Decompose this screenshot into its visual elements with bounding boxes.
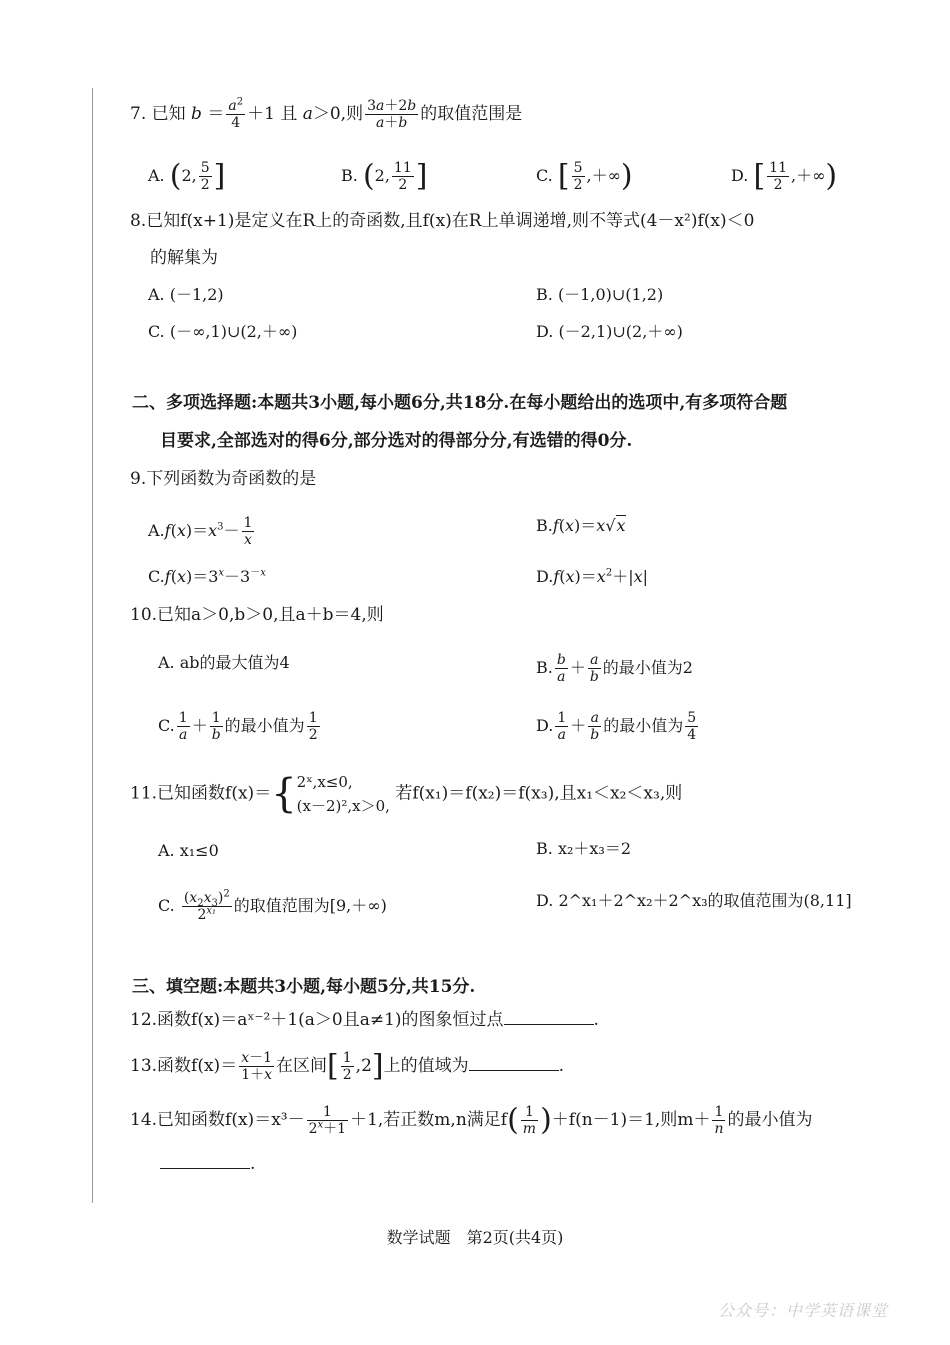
q7-option-a: A. (2, $\frac{5}{2}$ ]	[148, 158, 226, 194]
q11-option-b: B. x₂＋x₃＝2	[536, 839, 631, 858]
section-2-heading: 二、多项选择题:本题共3小题,每小题6分,共18分.在每小题给出的选项中,有多项符合题	[132, 393, 788, 413]
q12-answer-blank[interactable]	[504, 1008, 594, 1025]
q11-prefix: 已知函数f(x)＝	[157, 783, 272, 804]
q14-answer-line: .	[160, 1152, 255, 1175]
question-12: 12.函数f(x)＝aˣ⁻²＋1(a＞0且a≠1)的图象恒过点 .	[130, 1010, 599, 1030]
q10-option-d: D. $\frac{1}{a}$ ＋ $\frac{a}{b}$ 的最小值为 $\frac{5}{4}$	[536, 710, 697, 743]
q7-mid1: 且	[280, 104, 298, 124]
q9-option-a: $A.f(x)=x^3-$ $\frac{1}{x}$	[148, 515, 253, 548]
q11-case-1: 2ˣ,x≤0,	[296, 773, 353, 791]
q9-option-d: $D.f(x)=x^2+|x|$	[536, 567, 649, 586]
question-10: 10.已知a＞0,b＞0,且a＋b＝4,则	[130, 605, 384, 625]
q7-option-b: B. (2, $\frac{11}{2}$ ]	[341, 158, 428, 194]
q13-answer-blank[interactable]	[469, 1054, 559, 1071]
q8-option-d: D. (－2,1)∪(2,＋∞)	[536, 322, 683, 341]
question-13: 13.函数f(x)＝ $\frac{x-1}{1+x}$ 在区间[ $\frac{1}{2}$ ,2]上的值域为 .	[130, 1048, 565, 1084]
section-3-heading: 三、填空题:本题共3小题,每小题5分,共15分.	[132, 977, 476, 997]
q11-case-2: (x－2)²,x＞0,	[296, 797, 390, 815]
q14-answer-blank[interactable]	[160, 1152, 250, 1169]
q12-text: 函数f(x)＝aˣ⁻²＋1(a＞0且a≠1)的图象恒过点	[157, 1010, 504, 1030]
q11-option-d: D. 2^x₁＋2^x₂＋2^x₃的取值范围为(8,11]	[536, 891, 852, 910]
q8-line2: 的解集为	[150, 248, 218, 268]
q11-option-a: A. x₁≤0	[158, 841, 219, 860]
watermark: 公众号：中学英语课堂	[717, 1301, 888, 1320]
q7-number: 7.	[130, 104, 147, 124]
q7-prefix: 已知	[151, 104, 186, 124]
q8-line1: 已知f(x+1)是定义在R上的奇函数,且f(x)在R上单调递增,则不等式(4－x²)f(x)＜0	[146, 211, 755, 231]
section-2-heading-cont: 目要求,全部选对的得6分,部分选对的得部分分,有选错的得0分.	[160, 431, 633, 451]
q7-mid2: 则	[346, 104, 364, 124]
question-8: 8.已知f(x+1)是定义在R上的奇函数,且f(x)在R上单调递增,则不等式(4－x²)f(x)＜0	[130, 211, 755, 231]
q8-option-c: C. (－∞,1)∪(2,＋∞)	[148, 322, 298, 341]
question-9: 9.下列函数为奇函数的是	[130, 469, 317, 489]
q8-option-a: A. (－1,2)	[148, 285, 224, 304]
q9-option-b: B.f(x)＝x√x	[536, 516, 626, 535]
q7-option-d: D. [ $\frac{11}{2}$ ,＋∞)	[731, 158, 838, 194]
q11-option-c: C. $\frac{(x_2x_3)^2}{2^{x_1}}$ 的取值范围为[9,＋∞)	[158, 888, 387, 923]
q10-option-b: B. $\frac{b}{a}$ ＋ $\frac{a}{b}$ 的最小值为2	[536, 652, 693, 685]
q7-option-c: C. [ $\frac{5}{2}$ ,＋∞)	[536, 158, 633, 194]
question-14: 14.已知函数f(x)＝x³－ $\frac{1}{2^x+1}$ ＋1,若正数m,n满足f( $\frac{1}{m}$ )＋f(n－1)＝1,则m＋ $\frac{1}{n}$ 的最小值为	[130, 1102, 813, 1138]
question-7: 7. 已知 b ＝ $\frac{a^2}{4}$ ＋1 且 a＞0,则 $\frac{3a+2b}{a+b}$ 的取值范围是	[130, 96, 523, 131]
q8-option-b: B. (－1,0)∪(1,2)	[536, 285, 664, 304]
q9-option-c: $C.f(x)=3^x-3^{-x}$	[148, 567, 266, 586]
q10-text: 已知a＞0,b＞0,且a＋b＝4,则	[157, 605, 384, 625]
page-footer: 数学试题 第2页(共4页)	[386, 1228, 564, 1247]
q10-option-c: C. $\frac{1}{a}$ ＋ $\frac{1}{b}$ 的最小值为 $\frac{1}{2}$	[158, 710, 318, 743]
q10-option-a: A. ab的最大值为4	[158, 653, 290, 672]
q9-text: 下列函数为奇函数的是	[146, 469, 317, 489]
margin-line	[92, 88, 93, 1203]
q11-suffix: 若f(x₁)＝f(x₂)＝f(x₃),且x₁＜x₂＜x₃,则	[395, 783, 683, 804]
question-11: 11.已知函数f(x)＝{ 2ˣ,x≤0, (x－2)²,x＞0, 若f(x₁)＝f(x₂)＝f(x₃),且x₁＜x₂＜x₃,则	[130, 771, 683, 817]
q7-suffix: 的取值范围是	[420, 104, 523, 124]
